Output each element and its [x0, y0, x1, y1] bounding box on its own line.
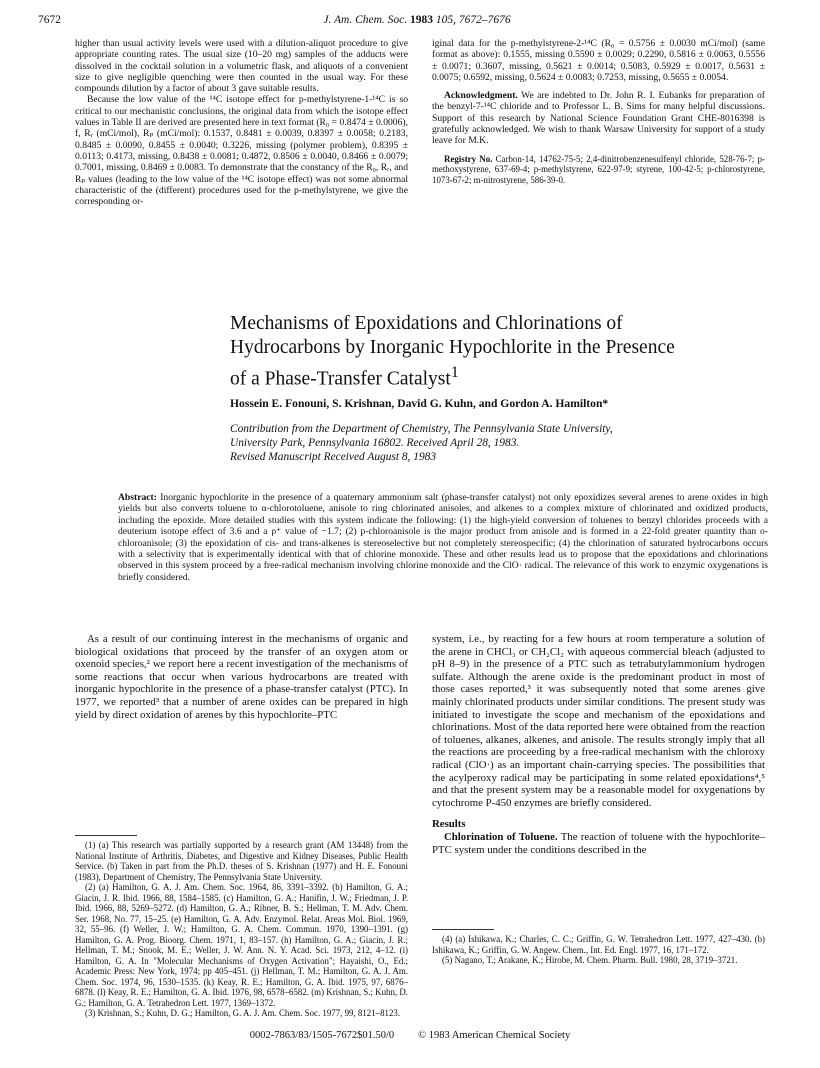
- acknowledgment-heading: Acknowledgment.: [444, 90, 518, 102]
- page-header: [38, 14, 796, 30]
- footnote: (5) Nagano, T.; Arakane, K.; Hirobe, M. Chem. Pharm. Bull. 1980, 28, 3719–3721.: [442, 955, 738, 965]
- results-heading: Results: [432, 818, 466, 831]
- footnote: (2) (a) Hamilton, G. A. J. Am. Chem. Soc. 1964, 86, 3391–3392. (b) Hamilton, G. A.; Giacin, J. R. Ibid. 1966, 88, 1584–1585. (c) Hamilton, G. A.; Hanifin, J. W.; Friedman, J. P. Ibid. 1966, 88, 5269–5272. (d) Hamilton, G. A.; Ribner, B. S.; Hellman, T. M. Adv. Chem. Ser. 1968, No. 77, 15–25. (e) Hamilton, G. A. Adv. Enzymol. Relat. Areas Mol. Biol. 1969, 32, 55–96. (f) Weller, J. W.; Hamilton, G. A. Chem. Commun. 1970, 1390–1391. (g) Hamilton, G. A. Prog. Bioorg. Chem. 1971, 1, 83–157. (h) Hamilton, G. A.; Giacin, J. R.; Hellman, T. M.; Snook, M. E.; Weller, J. W. Ann. N. Y. Acad. Sci. 1973, 212, 4–12. (i) Hamilton, G. A. In "Molecular Mechanisms of Oxygen Activation"; Hayaishi, O., Ed.; Academic Press: New York, 1974; pp 405–451. (j) Hellman, T. M.; Hamilton, G. A. J. Am. Chem. Soc. 1974, 96, 1530–1535. (k) Keay, R. E.; Hamilton, G. A. Ibid. 1975, 97, 6876–6878. (l) Keay, R. E.; Hamilton, G. A. Ibid. 1976, 98, 6578–6582. (m) Krishnan, S.; Kuhn, D. G.; Hamilton, G. A. Tetrahedron Lett. 1977, 1369–1372.: [75, 882, 408, 1008]
- footnote-divider: [432, 929, 494, 930]
- previous-article-paragraph: iginal data for the p-methylstyrene-2-¹⁴C (R₀ = 0.5756 ± 0.0030 mCi/mol) (same format as above): 0.1555, missing 0.5590 ± 0.0029; 0.2290, 0.5816 ± 0.0063, 0.5556 ± 0.0071; 0.3607, missing, 0.5621 ± 0.0014; 0.5083, 0.5929 ± 0.0017, 0.5631 ± 0.0075; 0.6592, missing, 0.5624 ± 0.0083; 0.7253, missing, 0.5655 ± 0.0054.: [432, 38, 765, 83]
- body-right-column: [432, 633, 765, 856]
- footer-copyright: © 1983 American Chemical Society: [418, 1030, 571, 1041]
- footnote: (4) (a) Ishikawa, K.; Charles, C. C.; Griffin, G. W. Tetrahedron Lett. 1977, 427–430. (b) Ishikawa, K.; Griffin, G. W. Angew. Chem., Int. Ed. Engl. 1977, 16, 171–172.: [432, 934, 765, 955]
- footnote: (3) Krishnan, S.; Kuhn, D. G.; Hamilton, G. A. J. Am. Chem. Soc. 1977, 99, 8121–8123.: [85, 1008, 401, 1018]
- footnotes-right: [432, 934, 765, 966]
- previous-article-left-column: [75, 38, 408, 207]
- title-line: of a Phase-Transfer Catalyst: [230, 368, 451, 390]
- affiliation-line: Revised Manuscript Received August 8, 1983: [230, 451, 437, 463]
- registry-numbers: [432, 154, 765, 186]
- footnote: (1) (a) This research was partially supported by a research grant (AM 13448) from the National Institute of Arthritis, Diabetes, and Digestive and Kidney Diseases, Public Health Service. (b) Taken in part from the Ph.D. theses of S. Krishnan (1977) and H. E. Fonouni (1983), Department of Chemistry, The Pennsylvania State University.: [75, 840, 408, 882]
- body-left-column: [75, 633, 408, 721]
- journal-pages: 7672–7676: [458, 14, 511, 26]
- journal-citation: [38, 14, 796, 26]
- journal-year: 1983: [410, 14, 434, 26]
- acknowledgment: [432, 90, 765, 146]
- abstract-text: Inorganic hypochlorite in the presence of a quaternary ammonium salt (phase-transfer catalyst) not only epoxidizes several arenes to arene oxides in high yields but also converts toluene to α-chlorotoluene, anisole to ring chlorinated anisoles, and alkenes to a complex mixture of chlorinated and oxidized products, including the epoxide. More detailed studies with this system indicate the following: (1) the high-yield conversion of toluenes to benzyl chlorides proceeds with a deuterium isotope effect of 3.6 and a ρ⁺ value of −1.7; (2) p-chloroanisole is the major product from anisole and is formed in a 22-fold greater quantity than o-chloroanisole; (3) the epoxidation of cis- and trans-alkenes is stereoselective but not completely stereospecific; (4) the chlorination of saturated hydrocarbons occurs with a selectivity that is experimentally identical with that of chlorine monoxide. These and other results lead us to propose that the epoxidations and chlorinations observed in this system proceed by a free-radical mechanism involving chlorine monoxide and the ClO· radical. The relevance of this work to enzymic oxygenations is briefly considered.: [118, 492, 768, 583]
- footnotes-left: [75, 840, 408, 1019]
- body-paragraph: As a result of our continuing interest in the mechanisms of organic and biological oxidations that proceed by the transfer of an oxygen atom or oxenoid species,² we report here a recent investigation of the mechanisms of some reactions that occur when various hydrocarbons are treated with inorganic hypochlorite in the presence of a phase-transfer catalyst (PTC). In 1977, we reported³ that a number of arene oxides can be prepared in high yield by direct oxidation of arenes by this hypochlorite–PTC: [75, 633, 408, 721]
- previous-article-right-column: [432, 38, 765, 185]
- affiliation-line: University Park, Pennsylvania 16802. Received April 28, 1983.: [230, 437, 520, 449]
- page-footer: [0, 1030, 820, 1041]
- footnote-divider: [75, 835, 137, 836]
- journal-name: J. Am. Chem. Soc.: [323, 14, 408, 26]
- toluene-heading: Chlorination of Toluene.: [444, 830, 558, 843]
- article-title: [230, 312, 750, 392]
- toluene-section: [432, 831, 765, 856]
- author-list: Hossein E. Fonouni, S. Krishnan, David G. Kuhn, and Gordon A. Hamilton*: [230, 397, 609, 410]
- title-line: Mechanisms of Epoxidations and Chlorinations of: [230, 313, 623, 334]
- abstract-heading: Abstract:: [118, 492, 157, 503]
- acknowledgment-text: We are indebted to Dr. John R. I. Eubanks for preparation of the benzyl-7-¹⁴C chloride and to Professor L. B. Sims for many helpful discussions. Support of this research by National Science Foundation Grant CHE-8016398 is gratefully acknowledged. We wish to thank Warsaw University for support of a study leave for M.K.: [432, 90, 765, 147]
- footer-code: 0002-7863/83/1505-7672$01.50/0: [249, 1030, 395, 1041]
- previous-article-paragraph: Because the low value of the ¹⁴C isotope effect for p-methylstyrene-1-¹⁴C is so critical to our mechanistic conclusions, the original data from which the isotope effect values in Table II are derived are presented here in text format (R₀ = 0.8474 ± 0.0006), f, Rᵣ (mCi/mol), Rₚ (mCi/mol): 0.1537, 0.8481 ± 0.0039, 0.8397 ± 0.0058; 0.2183, 0.8485 ± 0.0090, 0.8455 ± 0.0040; 0.3226, missing (polymer problem), 0.8395 ± 0.0113; 0.4173, missing, 0.8438 ± 0.0081; 0.4872, 0.8506 ± 0.0040, 0.8466 ± 0.0079; 0.7001, missing, 0.8469 ± 0.0083. To demonstrate that the constancy of the R₀, Rᵣ, and Rₚ values (leading to the low value of the ¹⁴C isotope effect) was not some abnormal characteristic of the (different) procedures used for the p-methylstyrene, we give the corresponding or-: [75, 94, 408, 208]
- registry-heading: Registry No.: [444, 153, 493, 164]
- affiliation: [230, 422, 770, 464]
- abstract: [118, 492, 768, 583]
- registry-text: Carbon-14, 14762-75-5; 2,4-dinitrobenzenesulfenyl chloride, 528-76-7; p-methoxystyrene, 637-69-4; p-methylstyrene, 622-97-9; styrene, 100-42-5; p-chlorostyrene, 1073-67-2; m-nitrostyrene, 586-39-0.: [432, 153, 766, 185]
- affiliation-line: Contribution from the Department of Chemistry, The Pennsylvania State University,: [230, 423, 613, 435]
- page-number: 7672: [38, 14, 61, 26]
- title-footnote-marker: 1: [450, 363, 459, 381]
- body-paragraph: system, i.e., by reacting for a few hours at room temperature a solution of the arene in CHCl₃ or CH₂Cl₂ with aqueous commercial bleach (adjusted to pH 8–9) in the presence of a PTC such as tetrabutylammonium hydrogen sulfate. Although the arene oxide is the predominant product in most of those cases reported,³ it was subsequently noted that some arenes give mainly chlorinated products under similar conditions. The present study was initiated to investigate the scope and mechanism of the epoxidations and chlorinations. Most of the data reported here were obtained from the reaction of toluenes, alkanes, alkenes, and anisole. The results strongly imply that all the reactions are proceeding by a free-radical mechanism with the chloroxy radical (ClO·) as an important chain-carrying species. The possibilities that the acylperoxy radical may be participating in some related epoxidations⁴,⁵ and that the present system may be a reasonable model for oxygenations by cytochrome P-450 enzymes are briefly considered.: [432, 633, 765, 809]
- toluene-text: The reaction of toluene with the hypochlorite–PTC system under the conditions described in the: [432, 830, 765, 856]
- title-line: Hydrocarbons by Inorganic Hypochlorite in the Presence: [230, 337, 675, 358]
- journal-volume: 105,: [435, 14, 457, 26]
- previous-article-paragraph: higher than usual activity levels were used with a dilution-aliquot procedure to give appropriate counting rates. The usual size (10–20 mg) samples of the adducts were dissolved in the cocktail solution in a volumetric flask, and aliquots of a convenient size to give negligible quenching were then counted in the usual way. For these compounds dilution by a factor of about 3 gave suitable results.: [75, 38, 408, 95]
